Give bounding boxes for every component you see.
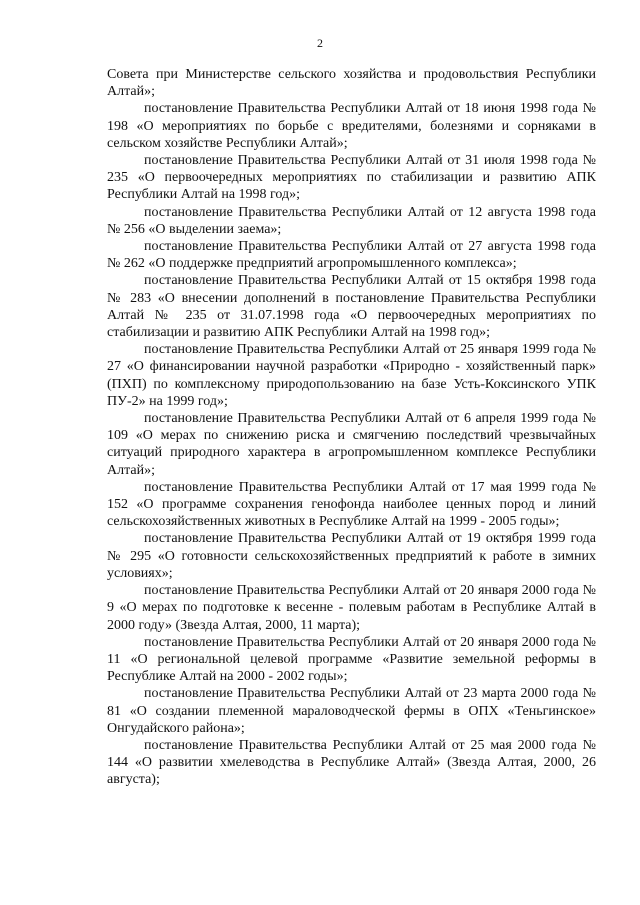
paragraph: постановление Правительства Республики Алтай от 17 мая 1999 года № 152 «О программе сохранения генофонда наиболее ценных пород и линий сельскохозяйственных животных в Республике Алтай на 1999 - 2005 годы»;: [107, 479, 596, 530]
paragraph: постановление Правительства Республики Алтай от 18 июня 1998 года № 198 «О мероприятиях по борьбе с вредителями, болезнями и сорняками в сельском хозяйстве Республики Алтай»;: [107, 101, 596, 151]
paragraph: постановление Правительства Республики Алтай от 20 января 2000 года № 11 «О региональной целевой программе «Развитие земельной реформы в Республике Алтай на 2000 - 2002 годы»;: [107, 634, 596, 685]
paragraph: постановление Правительства Республики Алтай от 20 января 2000 года № 9 «О мерах по подготовке к весенне - полевым работам в Республике Алтай в 2000 году» (Звезда Алтая, 2000, 11 марта);: [107, 583, 596, 633]
paragraph: постановление Правительства Республики Алтай от 19 октября 1999 года № 295 «О готовности сельскохозяйственных предприятий к работе в зимних условиях»;: [107, 531, 596, 581]
paragraph: постановление Правительства Республики Алтай от 25 января 1999 года № 27 «О финансировании научной разработки «Природно - хозяйственный парк» (ПХП) по комплексному природопользованию на базе Усть-Коксинского УПК ПУ-2» на 1999 год»;: [107, 342, 596, 409]
paragraph: постановление Правительства Республики Алтай от 12 августа 1998 года № 256 «О выделении заема»;: [107, 204, 596, 237]
document-body: [107, 66, 596, 789]
paragraph: постановление Правительства Республики Алтай от 15 октября 1998 года № 283 «О внесении дополнений в постановление Правительства Республики Алтай № 235 от 31.07.1998 года «О первоочередных мероприятиях по стабилизации и развитию АПК Республики Алтай на 1998 год»;: [107, 273, 596, 341]
page-number: 2: [317, 36, 323, 50]
paragraph: постановление Правительства Республики Алтай от 23 марта 2000 года № 81 «О создании племенной мараловодческой фермы в ОПХ «Теньгинское» Онгудайского района»;: [107, 686, 596, 736]
paragraph: постановление Правительства Республики Алтай от 25 мая 2000 года № 144 «О развитии хмелеводства в Республике Алтай» (Звезда Алтая, 2000, 26 августа);: [107, 737, 596, 788]
paragraph: постановление Правительства Республики Алтай от 6 апреля 1999 года № 109 «О мерах по снижению риска и смягчению последствий чрезвычайных ситуаций природного характера в агропромышленном комплексе Республики Алтай»;: [107, 411, 596, 478]
paragraph: постановление Правительства Республики Алтай от 31 июля 1998 года № 235 «О первоочередных мероприятиях по стабилизации и развитию АПК Республики Алтай на 1998 год»;: [107, 153, 596, 203]
paragraph: постановление Правительства Республики Алтай от 27 августа 1998 года № 262 «О поддержке предприятий агропромышленного комплекса»;: [107, 239, 596, 272]
paragraph: Совета при Министерстве сельского хозяйства и продовольствия Республики Алтай»;: [107, 67, 596, 100]
